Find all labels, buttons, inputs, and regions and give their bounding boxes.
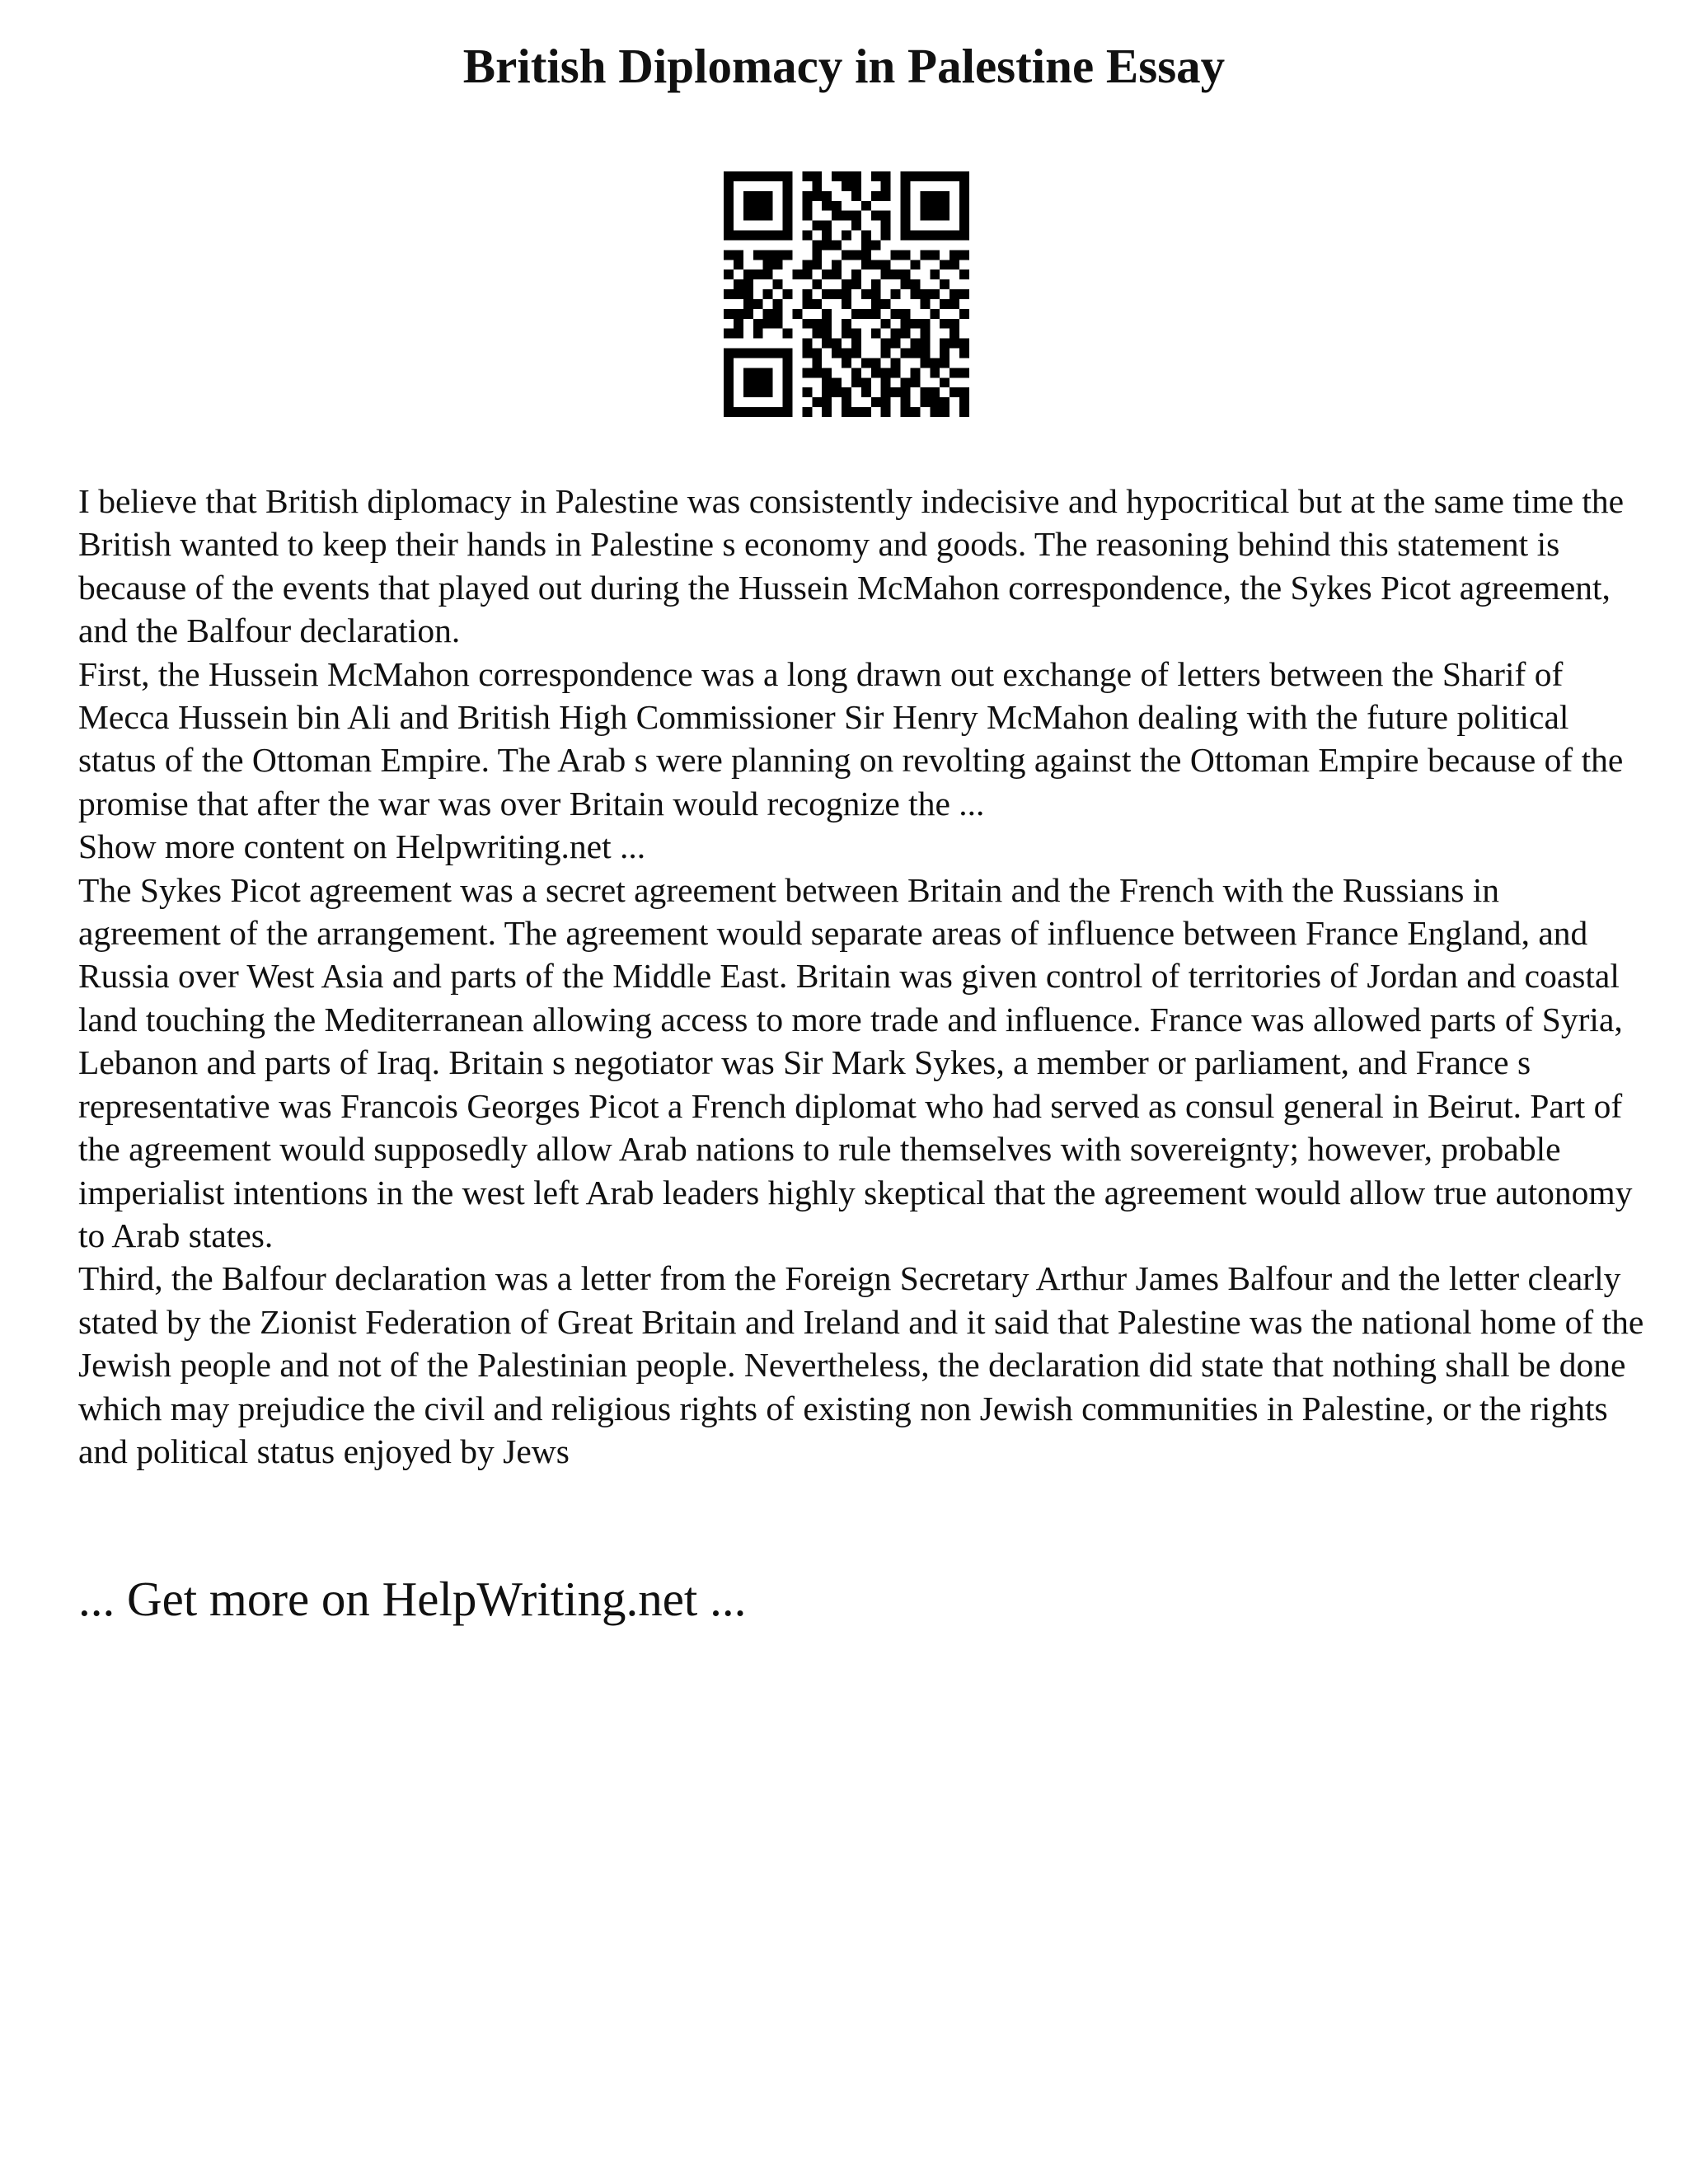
paragraph-balfour: Third, the Balfour declaration was a letter from the Foreign Secretary Arthur James Balfour and the letter clearly stated by the Zionist Federation of Great Britain and Ireland and it said that Palestine was the national home of the Jewish people and not of the Palestinian people. Nevertheless, the declaration did state that nothing shall be done which may prejudice the civil and religious rights of existing non Jewish communities in Palestine, or the rights and political status enjoyed by Jews — [78, 1259, 1644, 1470]
paragraph-hussein-mcmahon: First, the Hussein McMahon correspondence was a long drawn out exchange of letters between the Sharif of Mecca Hussein bin Ali and British High Commissioner Sir Henry McMahon dealing with the future political status of the Ottoman Empire. The Arab s were planning on revolting against the Ottoman Empire because of the promise that after the war was over Britain would recognize the ... — [78, 654, 1624, 823]
show-more-link[interactable]: Show more content on Helpwriting.net ... — [78, 827, 646, 866]
paragraph-intro: I believe that British diplomacy in Palestine was consistently indecisive and hypocritical but at the same time the British wanted to keep their hands in Palestine s economy and goods. The reasoning behind this statement is because of the events that played out during the Hussein McMahon correspondence, the Sykes Picot agreement, and the Balfour declaration. — [78, 482, 1625, 650]
paragraph-sykes-picot: The Sykes Picot agreement was a secret agreement between Britain and the French with the Russians in agreement of the arrangement. The agreement would separate areas of influence between France England, and Russia over West Asia and parts of the Middle East. Britain was given control of territories of Jordan and coastal land touching the Mediterranean allowing access to more trade and influence. France was allowed parts of Syria, Lebanon and parts of Iraq. Britain s negotiator was Sir Mark Sykes, a member or parliament, and France s representative was Francois Georges Picot a French diplomat who had served as consul general in Beirut. Part of the agreement would supposedly allow Arab nations to rule themselves with sovereignty; however, probable imperialist intentions in the west left Arab leaders highly skeptical that the agreement would allow true autonomy to Arab states. — [78, 870, 1633, 1254]
qr-code-icon — [724, 171, 969, 417]
get-more-link[interactable]: ... Get more on HelpWriting.net ... — [78, 1572, 747, 1626]
essay-body — [78, 480, 1644, 1473]
document-title: British Diplomacy in Palestine Essay — [462, 39, 1226, 93]
